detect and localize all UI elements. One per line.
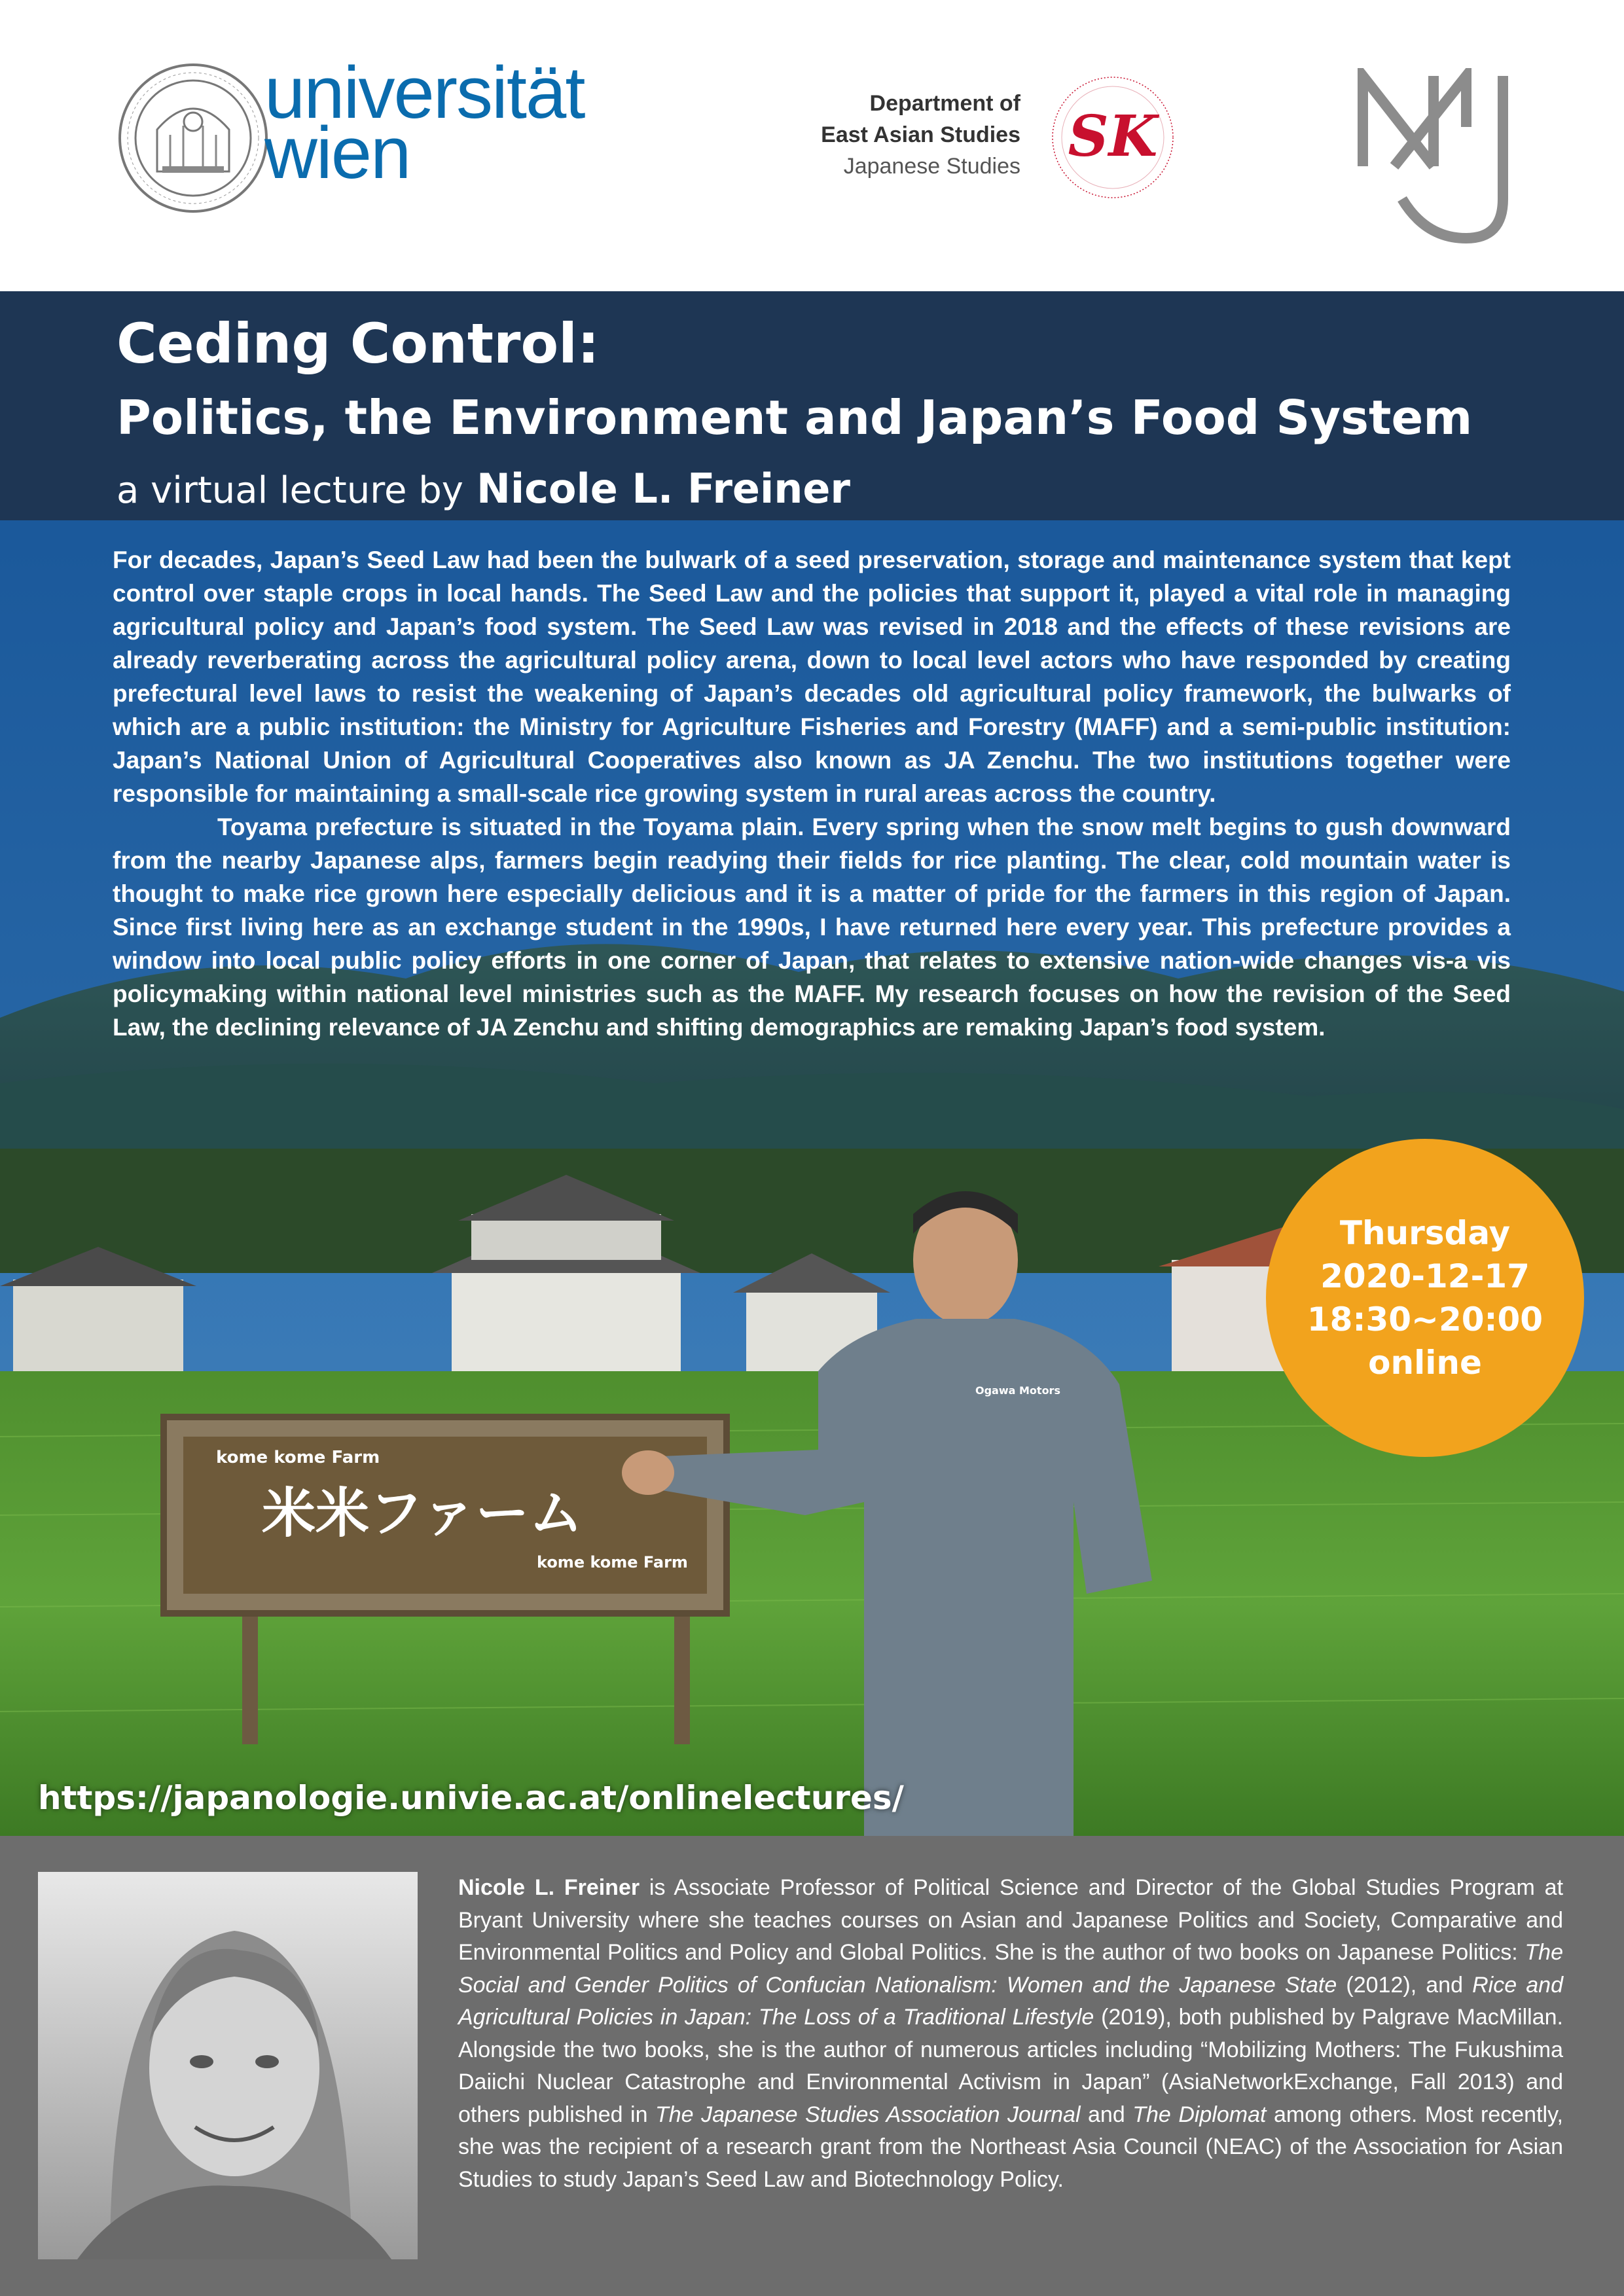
department-logo-text: SK	[1068, 103, 1158, 170]
department-line2: East Asian Studies	[821, 122, 1020, 147]
lecture-abstract	[113, 543, 1511, 1044]
lecture-url-link[interactable]: https://japanologie.univie.ac.at/onlinelectures/	[38, 1779, 904, 1817]
university-name	[264, 52, 585, 194]
abstract-paragraph-1: For decades, Japan’s Seed Law had been the bulwark of a seed preservation, storage and maintenance system that kept control over staple crops in local hands. The Seed Law and the policies that support it, played a vital role in managing agricultural policy and Japan’s food system. The Seed Law was revised in 2018 and the effects of these revisions are already reverberating across the agricultural policy arena, down to local level actors who have responded by creating prefectural level laws to resist the weakening of Japan’s decades old agricultural policy framework, the bulwarks of which are a public institution: the Ministry for Agriculture Fisheries and Forestry (MAFF) and a semi-public institution: Japan’s National Union of Agricultural Cooperatives also known as JA Zenchu. The two institutions together were responsible for maintaining a small-scale rice growing system in rural areas across the country.	[113, 547, 1511, 807]
sign-top-text: kome kome Farm	[216, 1448, 380, 1467]
sign-bottom-text: kome kome Farm	[537, 1553, 688, 1571]
bio-part2: (2012), and	[1337, 1972, 1473, 1998]
event-day: Thursday	[1339, 1214, 1511, 1252]
bio-part3: (2019), both published by Palgrave MacMillan. Alongside the two books, she is the author of numerous articles including “Mobilizing Mothers: The Fukushima Daiichi Nuclear Catastrophe and Environmental Activism in Japan” (AsiaNetworkExchange, Fall 2013) and others published in	[458, 2005, 1563, 2127]
event-mode: online	[1368, 1344, 1482, 1382]
bio-book2: Rice and Agricultural Policies in Japan: The Loss of a Traditional Lifestyle	[458, 1972, 1563, 2030]
lecture-title: Ceding Control:	[117, 312, 600, 376]
department-line3: Japanese Studies	[843, 154, 1020, 179]
bio-journal2: The Diplomat	[1132, 2102, 1267, 2127]
bio-journal1: The Japanese Studies Association Journal	[655, 2102, 1081, 2127]
university-name-line1: universität	[264, 52, 585, 134]
speaker-portrait	[38, 1872, 418, 2259]
university-name-line2: wien	[264, 112, 410, 194]
event-time: 18:30~20:00	[1307, 1300, 1543, 1338]
bio-book1: The Social and Gender Politics of Confucian Nationalism: Women and the Japanese State	[458, 1940, 1563, 1998]
bio-name: Nicole L. Freiner	[458, 1875, 640, 1900]
event-date: 2020-12-17	[1320, 1257, 1530, 1295]
bio-part4: and	[1080, 2102, 1133, 2127]
department-line1: Department of	[869, 91, 1020, 116]
event-date-badge	[1266, 1139, 1584, 1457]
shirt-label: Ogawa Motors	[975, 1384, 1060, 1397]
department-logo-icon	[1047, 72, 1178, 203]
department-name	[821, 88, 1020, 182]
speaker-name: Nicole L. Freiner	[476, 465, 851, 512]
speaker-bio	[458, 1872, 1563, 2196]
lecture-subtitle: Politics, the Environment and Japan’s Food System	[117, 390, 1473, 445]
bio-part1: is Associate Professor of Political Science and Director of the Global Studies Program at Bryant University where she teaches courses on Asian and Japanese Politics and Society, Comparative and Environmental Politics and Policy and Global Politics. She is the author of two books on Japanese Politics:	[458, 1875, 1564, 1965]
sign-main-text: 米米ファーム	[262, 1482, 583, 1545]
speaker-photo-illustration	[38, 1872, 418, 2259]
aaj-monogram-icon	[1355, 68, 1512, 245]
byline-prefix: a virtual lecture by	[117, 469, 463, 512]
lecture-byline	[117, 465, 850, 512]
abstract-paragraph-2: Toyama prefecture is situated in the Toyama plain. Every spring when the snow melt begins to gush downward from the nearby Japanese alps, farmers begin readying their fields for rice planting. The clear, cold mountain water is thought to make rice grown here especially delicious and it is a matter of pride for the farmers in this region of Japan. Since first living here as an exchange student in the 1990s, I have returned here every year. This prefecture provides a window into local public policy efforts in one corner of Japan, that relates to extensive nation-wide changes vis-a vis policymaking within national level ministries such as the MAFF. My research focuses on how the revision of the Seed Law, the declining relevance of JA Zenchu and shifting demographics are remaking Japan’s food system.	[113, 814, 1511, 1041]
university-seal-icon	[117, 62, 270, 215]
bio-part5: among others. Most recently, she was the recipient of a research grant from the Northeast Asia Council (NEAC) of the Association for Asian Studies to study Japan’s Seed Law and Biotechnology Policy.	[458, 2102, 1563, 2192]
header	[0, 0, 1624, 291]
